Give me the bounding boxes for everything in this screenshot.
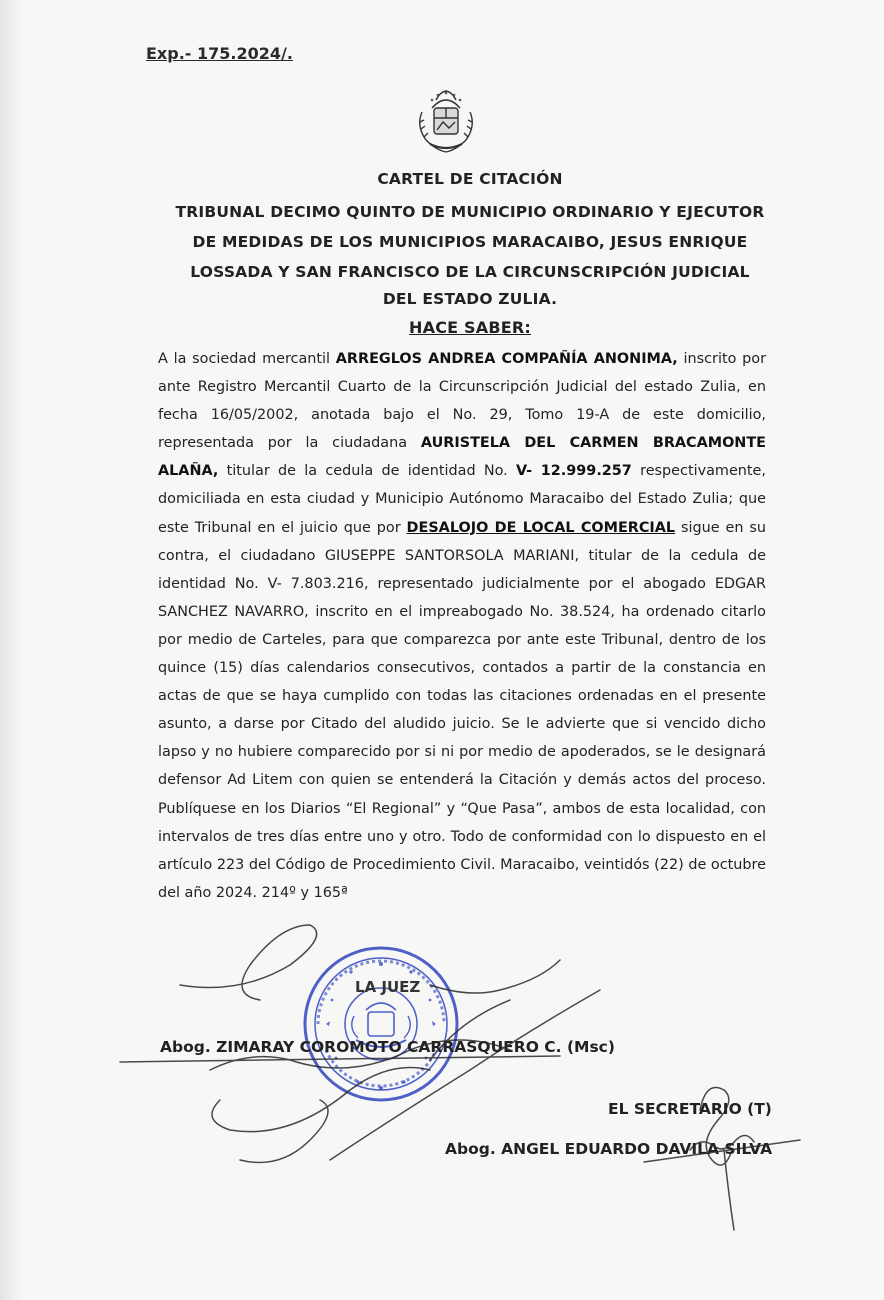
body-text-2: inscrito por ante Registro Mercantil Cuarto de la Circunscripción Judicial del estado Zulia, en fecha 16/05/2002, anotada bajo el No. 29, Tomo 19-A de este domicilio, representada por la ciudadana [158,351,766,452]
coat-of-arms-icon [410,86,482,156]
court-name-line-2: DE MEDIDAS DE LOS MUNICIPIOS MARACAIBO, JESUS ENRIQUE [192,233,748,251]
citation-body [158,345,766,907]
secretary-name: Abog. ANGEL EDUARDO DAVILA SILVA [445,1140,773,1158]
scan-margin-shadow [0,0,22,1300]
case-type: DESALOJO DE LOCAL COMERCIAL [406,519,676,536]
body-text-4: respectivamente, domiciliada en esta ciudad y Municipio Autónomo Maracaibo del Estado Zulia; que este Tribunal en el juicio que por [158,463,766,536]
court-name-line-1: TRIBUNAL DECIMO QUINTO DE MUNICIPIO ORDINARIO Y EJECUTOR [175,203,765,221]
hace-saber-heading: HACE SABER: [409,318,531,337]
representative-name: AURISTELA DEL CARMEN BRACAMONTE ALAÑA, [158,435,766,480]
body-text-1: A la sociedad mercantil [158,351,336,367]
court-name-line-3: LOSSADA Y SAN FRANCISCO DE LA CIRCUNSCRIPCIÓN JUDICIAL [190,263,750,281]
court-name-line-4: DEL ESTADO ZULIA. [382,290,558,308]
judge-name: Abog. ZIMARAY COROMOTO CARRASQUERO C. (Msc) [160,1038,615,1056]
representative-id: V- 12.999.257 [516,463,632,480]
judge-title: LA JUEZ [355,978,421,996]
document-title: CARTEL DE CITACIÓN [377,170,563,188]
body-text-3: titular de la cedula de identidad No. [218,463,517,480]
body-text-5: sigue en su contra, el ciudadano GIUSEPPE SANTORSOLA MARIANI, titular de la cedula de identidad No. V- 7.803.216, representado judicialmente por el abogado EDGAR SANCHEZ NAVARRO, inscrito en el impreabogado No. 38.524, ha ordenado citarlo por medio de Carteles, para que comparezca por ante este Tribunal, dentro de los quince (15) días calendarios consecutivos, contados a partir de la constancia en actas de que se haya cumplido con todas las citaciones ordenadas en el presente asunto, a darse por Citado del aludido juicio. Se le advierte que si vencido dicho lapso y no hubiere comparecido por si ni por medio de apoderados, se le designará defensor Ad Litem con quien se entenderá la Citación y demás actos del proceso. Publíquese en los Diarios “El Regional” y “Que Pasa”, ambos de esta localidad, con intervalos de tres días entre uno y otro. Todo de conformidad con lo dispuesto en el artículo 223 del Código de Procedimiento Civil. Maracaibo, veintidós (22) de octubre del año 2024. 214º y 165ª [158,519,766,901]
company-name: ARREGLOS ANDREA COMPAÑÍA ANONIMA, [335,351,678,367]
expediente-number: Exp.- 175.2024/. [146,44,293,63]
court-seal-icon [296,940,466,1108]
secretary-title: EL SECRETARIO (T) [608,1100,772,1118]
